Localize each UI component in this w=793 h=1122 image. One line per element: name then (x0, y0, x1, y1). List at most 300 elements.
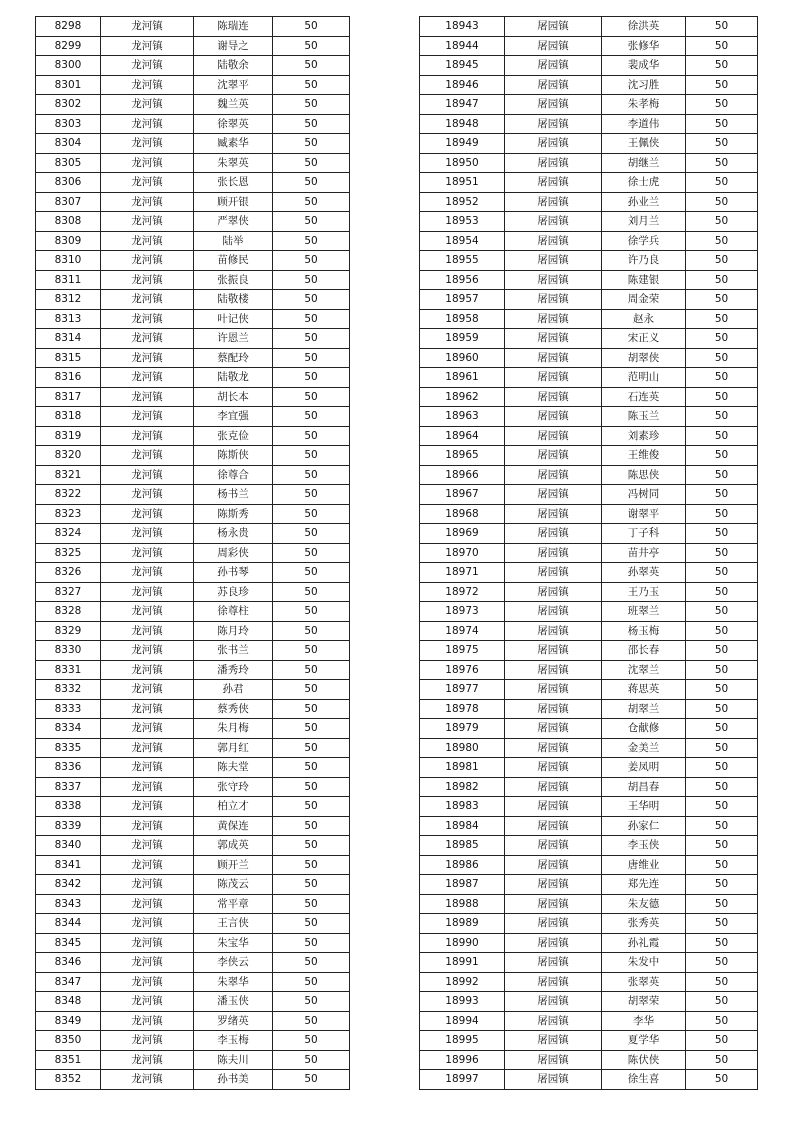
amount-cell: 50 (686, 914, 758, 934)
table-row (420, 777, 758, 797)
amount-cell: 50 (273, 582, 350, 602)
name-cell: 胡继兰 (602, 153, 686, 173)
town-cell: 龙河镇 (101, 446, 194, 466)
table-row (420, 387, 758, 407)
name-cell: 李玉侠 (602, 836, 686, 856)
amount-cell: 50 (273, 270, 350, 290)
table-row (420, 738, 758, 758)
name-cell: 徐士虎 (602, 173, 686, 193)
name-cell: 郭月红 (194, 738, 273, 758)
name-cell: 谢导之 (194, 36, 273, 56)
amount-cell: 50 (273, 641, 350, 661)
serial-number-cell: 8313 (36, 309, 101, 329)
table-row (420, 680, 758, 700)
town-cell: 龙河镇 (101, 699, 194, 719)
table-row (36, 212, 350, 232)
table-row (420, 855, 758, 875)
serial-number-cell: 8329 (36, 621, 101, 641)
name-cell: 苗井亭 (602, 543, 686, 563)
town-cell: 龙河镇 (101, 153, 194, 173)
name-cell: 潘玉侠 (194, 992, 273, 1012)
serial-number-cell: 8305 (36, 153, 101, 173)
table-row (36, 407, 350, 427)
name-cell: 刘月兰 (602, 212, 686, 232)
town-cell: 屠园镇 (505, 680, 602, 700)
town-cell: 屠园镇 (505, 153, 602, 173)
name-cell: 张振良 (194, 270, 273, 290)
serial-number-cell: 8348 (36, 992, 101, 1012)
table-row (36, 17, 350, 37)
serial-number-cell: 18947 (420, 95, 505, 115)
table-row (36, 699, 350, 719)
town-cell: 龙河镇 (101, 894, 194, 914)
name-cell: 王言侠 (194, 914, 273, 934)
town-cell: 龙河镇 (101, 36, 194, 56)
town-cell: 龙河镇 (101, 621, 194, 641)
amount-cell: 50 (686, 894, 758, 914)
town-cell: 屠园镇 (505, 621, 602, 641)
town-cell: 屠园镇 (505, 95, 602, 115)
serial-number-cell: 18997 (420, 1070, 505, 1090)
table-row (36, 368, 350, 388)
serial-number-cell: 8339 (36, 816, 101, 836)
name-cell: 沈翠平 (194, 75, 273, 95)
town-cell: 屠园镇 (505, 777, 602, 797)
serial-number-cell: 18974 (420, 621, 505, 641)
town-cell: 龙河镇 (101, 407, 194, 427)
amount-cell: 50 (686, 1050, 758, 1070)
serial-number-cell: 18993 (420, 992, 505, 1012)
serial-number-cell: 18960 (420, 348, 505, 368)
amount-cell: 50 (686, 1070, 758, 1090)
name-cell: 郑先连 (602, 875, 686, 895)
amount-cell: 50 (686, 563, 758, 583)
town-cell: 屠园镇 (505, 875, 602, 895)
table-row (420, 914, 758, 934)
serial-number-cell: 8328 (36, 602, 101, 622)
amount-cell: 50 (686, 426, 758, 446)
serial-number-cell: 8301 (36, 75, 101, 95)
table-row (36, 719, 350, 739)
table-row (36, 1050, 350, 1070)
town-cell: 屠园镇 (505, 758, 602, 778)
table-row (36, 1070, 350, 1090)
amount-cell: 50 (273, 953, 350, 973)
serial-number-cell: 18989 (420, 914, 505, 934)
name-cell: 谢翠平 (602, 504, 686, 524)
town-cell: 龙河镇 (101, 329, 194, 349)
amount-cell: 50 (273, 56, 350, 76)
amount-cell: 50 (273, 992, 350, 1012)
table-row (36, 816, 350, 836)
table-row (420, 290, 758, 310)
serial-number-cell: 18967 (420, 485, 505, 505)
amount-cell: 50 (273, 1011, 350, 1031)
table-row (36, 894, 350, 914)
table-row (36, 641, 350, 661)
table-row (420, 1070, 758, 1090)
name-cell: 范明山 (602, 368, 686, 388)
table-row (36, 446, 350, 466)
amount-cell: 50 (686, 797, 758, 817)
amount-cell: 50 (686, 660, 758, 680)
serial-number-cell: 18971 (420, 563, 505, 583)
table-row (420, 231, 758, 251)
table-row (420, 894, 758, 914)
amount-cell: 50 (686, 777, 758, 797)
amount-cell: 50 (273, 134, 350, 154)
amount-cell: 50 (686, 75, 758, 95)
town-cell: 屠园镇 (505, 309, 602, 329)
table-row (36, 36, 350, 56)
name-cell: 沈习胜 (602, 75, 686, 95)
name-cell: 朱孝梅 (602, 95, 686, 115)
amount-cell: 50 (686, 407, 758, 427)
table-row (420, 173, 758, 193)
town-cell: 屠园镇 (505, 173, 602, 193)
serial-number-cell: 8320 (36, 446, 101, 466)
name-cell: 班翠兰 (602, 602, 686, 622)
amount-cell: 50 (273, 231, 350, 251)
serial-number-cell: 18962 (420, 387, 505, 407)
town-cell: 屠园镇 (505, 485, 602, 505)
name-cell: 李道伟 (602, 114, 686, 134)
serial-number-cell: 8306 (36, 173, 101, 193)
serial-number-cell: 18952 (420, 192, 505, 212)
serial-number-cell: 8337 (36, 777, 101, 797)
serial-number-cell: 8307 (36, 192, 101, 212)
serial-number-cell: 18964 (420, 426, 505, 446)
name-cell: 罗绪英 (194, 1011, 273, 1031)
town-cell: 龙河镇 (101, 680, 194, 700)
name-cell: 冯树同 (602, 485, 686, 505)
table-row (36, 95, 350, 115)
serial-number-cell: 18982 (420, 777, 505, 797)
town-cell: 龙河镇 (101, 114, 194, 134)
table-row (36, 660, 350, 680)
table-row (420, 1050, 758, 1070)
name-cell: 裴成华 (602, 56, 686, 76)
serial-number-cell: 18975 (420, 641, 505, 661)
name-cell: 张秀英 (602, 914, 686, 934)
amount-cell: 50 (686, 134, 758, 154)
town-cell: 屠园镇 (505, 660, 602, 680)
name-cell: 蔡秀侠 (194, 699, 273, 719)
amount-cell: 50 (686, 699, 758, 719)
town-cell: 屠园镇 (505, 933, 602, 953)
name-cell: 张长恩 (194, 173, 273, 193)
town-cell: 龙河镇 (101, 992, 194, 1012)
name-cell: 夏学华 (602, 1031, 686, 1051)
town-cell: 龙河镇 (101, 192, 194, 212)
serial-number-cell: 8332 (36, 680, 101, 700)
name-cell: 胡长本 (194, 387, 273, 407)
town-cell: 龙河镇 (101, 797, 194, 817)
serial-number-cell: 18959 (420, 329, 505, 349)
amount-cell: 50 (273, 192, 350, 212)
town-cell: 龙河镇 (101, 972, 194, 992)
name-cell: 柏立才 (194, 797, 273, 817)
town-cell: 屠园镇 (505, 524, 602, 544)
name-cell: 陆敬楼 (194, 290, 273, 310)
town-cell: 龙河镇 (101, 660, 194, 680)
table-row (36, 758, 350, 778)
amount-cell: 50 (686, 309, 758, 329)
name-cell: 陈夫堂 (194, 758, 273, 778)
name-cell: 姜凤明 (602, 758, 686, 778)
serial-number-cell: 8317 (36, 387, 101, 407)
amount-cell: 50 (686, 465, 758, 485)
name-cell: 叶记侠 (194, 309, 273, 329)
town-cell: 龙河镇 (101, 1070, 194, 1090)
amount-cell: 50 (686, 875, 758, 895)
serial-number-cell: 8335 (36, 738, 101, 758)
town-cell: 屠园镇 (505, 1050, 602, 1070)
name-cell: 胡翠荣 (602, 992, 686, 1012)
serial-number-cell: 8302 (36, 95, 101, 115)
serial-number-cell: 18948 (420, 114, 505, 134)
amount-cell: 50 (686, 933, 758, 953)
table-row (36, 933, 350, 953)
name-cell: 孙翠英 (602, 563, 686, 583)
serial-number-cell: 8308 (36, 212, 101, 232)
name-cell: 唐维业 (602, 855, 686, 875)
serial-number-cell: 8326 (36, 563, 101, 583)
amount-cell: 50 (273, 914, 350, 934)
serial-number-cell: 8310 (36, 251, 101, 271)
town-cell: 龙河镇 (101, 758, 194, 778)
name-cell: 王华明 (602, 797, 686, 817)
name-cell: 李玉梅 (194, 1031, 273, 1051)
name-cell: 朱翠华 (194, 972, 273, 992)
town-cell: 屠园镇 (505, 992, 602, 1012)
table-row (420, 309, 758, 329)
town-cell: 屠园镇 (505, 17, 602, 37)
name-cell: 陈月玲 (194, 621, 273, 641)
town-cell: 屠园镇 (505, 504, 602, 524)
town-cell: 龙河镇 (101, 719, 194, 739)
name-cell: 张书兰 (194, 641, 273, 661)
amount-cell: 50 (686, 953, 758, 973)
amount-cell: 50 (686, 192, 758, 212)
name-cell: 臧素华 (194, 134, 273, 154)
table-row (420, 933, 758, 953)
table-row (36, 680, 350, 700)
serial-number-cell: 18991 (420, 953, 505, 973)
name-cell: 张克俭 (194, 426, 273, 446)
table-row (36, 153, 350, 173)
name-cell: 胡昌春 (602, 777, 686, 797)
amount-cell: 50 (686, 1011, 758, 1031)
name-cell: 魏兰英 (194, 95, 273, 115)
name-cell: 陈玉兰 (602, 407, 686, 427)
table-row (36, 504, 350, 524)
serial-number-cell: 18996 (420, 1050, 505, 1070)
table-row (420, 368, 758, 388)
name-cell: 顾开兰 (194, 855, 273, 875)
town-cell: 龙河镇 (101, 231, 194, 251)
name-cell: 朱发中 (602, 953, 686, 973)
town-cell: 屠园镇 (505, 329, 602, 349)
name-cell: 王佩侠 (602, 134, 686, 154)
town-cell: 龙河镇 (101, 426, 194, 446)
table-row (420, 153, 758, 173)
table-row (36, 972, 350, 992)
table-row (420, 972, 758, 992)
town-cell: 屠园镇 (505, 699, 602, 719)
table-row (420, 56, 758, 76)
amount-cell: 50 (273, 426, 350, 446)
amount-cell: 50 (273, 1050, 350, 1070)
name-cell: 潘秀玲 (194, 660, 273, 680)
amount-cell: 50 (273, 660, 350, 680)
amount-cell: 50 (686, 504, 758, 524)
name-cell: 许恩兰 (194, 329, 273, 349)
amount-cell: 50 (273, 563, 350, 583)
table-row (36, 524, 350, 544)
amount-cell: 50 (273, 36, 350, 56)
amount-cell: 50 (686, 836, 758, 856)
name-cell: 沈翠兰 (602, 660, 686, 680)
name-cell: 胡翠兰 (602, 699, 686, 719)
town-cell: 屠园镇 (505, 251, 602, 271)
amount-cell: 50 (273, 329, 350, 349)
amount-cell: 50 (686, 387, 758, 407)
table-row (36, 173, 350, 193)
amount-cell: 50 (686, 1031, 758, 1051)
amount-cell: 50 (273, 407, 350, 427)
town-cell: 屠园镇 (505, 914, 602, 934)
table-row (420, 212, 758, 232)
serial-number-cell: 18990 (420, 933, 505, 953)
right-roster-table (419, 16, 758, 1090)
serial-number-cell: 18970 (420, 543, 505, 563)
amount-cell: 50 (273, 875, 350, 895)
town-cell: 屠园镇 (505, 1011, 602, 1031)
town-cell: 龙河镇 (101, 563, 194, 583)
town-cell: 龙河镇 (101, 1011, 194, 1031)
town-cell: 龙河镇 (101, 953, 194, 973)
name-cell: 杨玉梅 (602, 621, 686, 641)
amount-cell: 50 (273, 894, 350, 914)
name-cell: 张翠英 (602, 972, 686, 992)
amount-cell: 50 (686, 582, 758, 602)
table-row (36, 387, 350, 407)
serial-number-cell: 8325 (36, 543, 101, 563)
town-cell: 屠园镇 (505, 368, 602, 388)
amount-cell: 50 (273, 855, 350, 875)
table-row (36, 992, 350, 1012)
serial-number-cell: 18961 (420, 368, 505, 388)
town-cell: 龙河镇 (101, 543, 194, 563)
serial-number-cell: 18950 (420, 153, 505, 173)
table-row (420, 75, 758, 95)
serial-number-cell: 18944 (420, 36, 505, 56)
serial-number-cell: 8322 (36, 485, 101, 505)
name-cell: 徐尊柱 (194, 602, 273, 622)
table-row (36, 797, 350, 817)
serial-number-cell: 8344 (36, 914, 101, 934)
town-cell: 龙河镇 (101, 1050, 194, 1070)
name-cell: 王乃玉 (602, 582, 686, 602)
town-cell: 屠园镇 (505, 465, 602, 485)
serial-number-cell: 18995 (420, 1031, 505, 1051)
name-cell: 苗修民 (194, 251, 273, 271)
amount-cell: 50 (686, 680, 758, 700)
table-row (420, 446, 758, 466)
amount-cell: 50 (273, 699, 350, 719)
table-row (420, 192, 758, 212)
amount-cell: 50 (686, 368, 758, 388)
town-cell: 屠园镇 (505, 816, 602, 836)
serial-number-cell: 18968 (420, 504, 505, 524)
amount-cell: 50 (273, 309, 350, 329)
serial-number-cell: 18980 (420, 738, 505, 758)
town-cell: 屠园镇 (505, 972, 602, 992)
serial-number-cell: 8350 (36, 1031, 101, 1051)
amount-cell: 50 (686, 992, 758, 1012)
table-row (36, 114, 350, 134)
town-cell: 屠园镇 (505, 212, 602, 232)
town-cell: 龙河镇 (101, 17, 194, 37)
serial-number-cell: 18983 (420, 797, 505, 817)
town-cell: 龙河镇 (101, 1031, 194, 1051)
town-cell: 龙河镇 (101, 582, 194, 602)
name-cell: 丁子科 (602, 524, 686, 544)
name-cell: 孙家仁 (602, 816, 686, 836)
table-row (36, 192, 350, 212)
table-row (420, 329, 758, 349)
town-cell: 龙河镇 (101, 914, 194, 934)
name-cell: 胡翠侠 (602, 348, 686, 368)
table-row (36, 329, 350, 349)
amount-cell: 50 (686, 251, 758, 271)
serial-number-cell: 8333 (36, 699, 101, 719)
table-row (420, 95, 758, 115)
town-cell: 屠园镇 (505, 231, 602, 251)
name-cell: 陈斯侠 (194, 446, 273, 466)
table-row (420, 699, 758, 719)
town-cell: 龙河镇 (101, 348, 194, 368)
town-cell: 屠园镇 (505, 836, 602, 856)
name-cell: 朱月梅 (194, 719, 273, 739)
amount-cell: 50 (273, 95, 350, 115)
table-row (36, 563, 350, 583)
town-cell: 龙河镇 (101, 251, 194, 271)
amount-cell: 50 (686, 446, 758, 466)
table-row (420, 1011, 758, 1031)
serial-number-cell: 18955 (420, 251, 505, 271)
name-cell: 杨永贵 (194, 524, 273, 544)
name-cell: 孙君 (194, 680, 273, 700)
name-cell: 常平章 (194, 894, 273, 914)
name-cell: 仓献修 (602, 719, 686, 739)
town-cell: 龙河镇 (101, 875, 194, 895)
amount-cell: 50 (686, 114, 758, 134)
amount-cell: 50 (686, 153, 758, 173)
serial-number-cell: 8341 (36, 855, 101, 875)
serial-number-cell: 8309 (36, 231, 101, 251)
amount-cell: 50 (273, 1031, 350, 1051)
amount-cell: 50 (686, 972, 758, 992)
table-row (36, 875, 350, 895)
name-cell: 孙书美 (194, 1070, 273, 1090)
table-row (420, 816, 758, 836)
name-cell: 石连英 (602, 387, 686, 407)
table-row (420, 953, 758, 973)
table-row (36, 582, 350, 602)
serial-number-cell: 8319 (36, 426, 101, 446)
